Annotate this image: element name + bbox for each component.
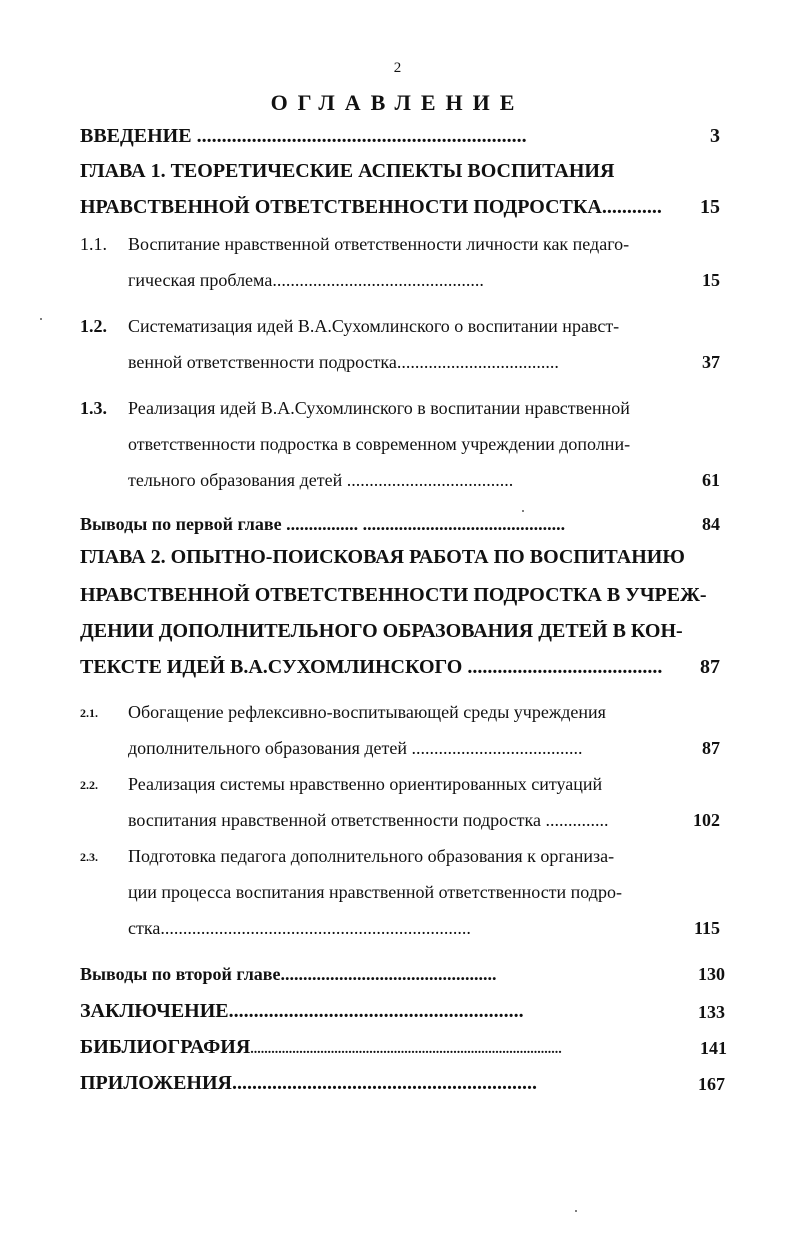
section-2-3-line1[interactable]: Подготовка педагога дополнительного образования к организа- — [128, 846, 615, 866]
toc-page-number: 167 — [698, 1074, 725, 1094]
section-2-1-line1[interactable]: Обогащение рефлексивно-воспитывающей среды учреждения — [128, 702, 606, 722]
toc-leader-dots: ................ ............................................. — [286, 514, 566, 534]
section-number: 1.2. — [80, 316, 107, 336]
section-number: 2.1. — [80, 706, 98, 720]
section-number: 1.1. — [80, 234, 107, 254]
section-1-1-line1[interactable]: Воспитание нравственной ответственности личности как педаго- — [128, 234, 630, 254]
section-1-2-line1[interactable]: Систематизация идей В.А.Сухомлинского о воспитании нравст- — [128, 316, 620, 336]
toc-leader-dots: .................................................................. — [196, 125, 527, 147]
toc-leader-dots: ............................................... — [272, 270, 484, 290]
section-2-1-line2[interactable] — [128, 738, 683, 759]
section-text: гическая проблема — [128, 270, 273, 290]
toc-page-number: 102 — [693, 810, 720, 830]
toc-page-number: 141 — [700, 1038, 727, 1058]
toc-page-number: 84 — [702, 514, 720, 534]
toc-entry-appendices[interactable] — [80, 1072, 692, 1095]
section-number: 1.3. — [80, 398, 107, 418]
toc-page-number: 3 — [710, 125, 720, 147]
toc-leader-dots: ........................................................... — [228, 1000, 524, 1022]
toc-leader-dots: ......................................................................................... — [250, 1042, 562, 1057]
section-text: тельного образования детей — [128, 470, 347, 490]
chapter1-title-line1[interactable]: ГЛАВА 1. ТЕОРЕТИЧЕСКИЕ АСПЕКТЫ ВОСПИТАНИЯ — [80, 160, 615, 182]
chapter2-title-line3[interactable]: ДЕНИИ ДОПОЛНИТЕЛЬНОГО ОБРАЗОВАНИЯ ДЕТЕЙ В КОН- — [80, 620, 683, 642]
scan-speck — [575, 1210, 577, 1212]
section-1-3-line2[interactable]: ответственности подростка в современном учреждении дополни- — [128, 434, 631, 454]
toc-leader-dots: ................................................ — [280, 964, 497, 984]
toc-leader-dots: ............ — [601, 196, 662, 218]
toc-page-number: 15 — [702, 270, 720, 290]
section-text: дополнительного образования детей — [128, 738, 412, 758]
section-2-3-line2[interactable]: ции процесса воспитания нравственной ответственности подро- — [128, 882, 622, 902]
toc-leader-dots: ...................................... — [411, 738, 583, 758]
section-2-2-line1[interactable]: Реализация системы нравственно ориентированных ситуаций — [128, 774, 603, 794]
scan-speck — [40, 318, 42, 320]
toc-label: БИБЛИОГРАФИЯ — [80, 1036, 251, 1058]
toc-leader-dots: ....................................... — [467, 656, 663, 678]
chapter2-title-text: ТЕКСТЕ ИДЕЙ В.А.СУХОМЛИНСКОГО — [80, 656, 468, 678]
chapter1-title-text: НРАВСТВЕННОЙ ОТВЕТСТВЕННОСТИ ПОДРОСТКА — [80, 196, 602, 218]
section-1-3-line3[interactable] — [128, 470, 603, 491]
section-text: стка — [128, 918, 161, 938]
section-1-1-line2[interactable] — [128, 270, 598, 291]
section-text: воспитания нравственной ответственности подростка — [128, 810, 546, 830]
toc-label: ВВЕДЕНИЕ — [80, 125, 197, 147]
chapter2-title-line4[interactable] — [80, 656, 690, 679]
toc-label: Выводы по первой главе — [80, 514, 287, 534]
section-text: венной ответственности подростка — [128, 352, 397, 372]
toc-label: ЗАКЛЮЧЕНИЕ — [80, 1000, 229, 1022]
section-number: 2.3. — [80, 850, 98, 864]
toc-leader-dots: .................................... — [396, 352, 559, 372]
toc-label: Выводы по второй главе — [80, 964, 281, 984]
toc-entry-conclusion[interactable] — [80, 1000, 692, 1023]
page-title: ОГЛАВЛЕНИЕ — [270, 90, 525, 115]
toc-page-number: 61 — [702, 470, 720, 490]
chapter2-title-line2[interactable]: НРАВСТВЕННОЙ ОТВЕТСТВЕННОСТИ ПОДРОСТКА В УЧРЕЖ- — [80, 584, 707, 606]
section-1-2-line2[interactable] — [128, 352, 613, 373]
section-1-3-line1[interactable]: Реализация идей В.А.Сухомлинского в воспитании нравственной — [128, 398, 630, 418]
scan-speck — [522, 510, 524, 512]
toc-leader-dots: ..................................................................... — [160, 918, 471, 938]
chapter2-title-line1[interactable]: ГЛАВА 2. ОПЫТНО-ПОИСКОВАЯ РАБОТА ПО ВОСПИТАНИЮ — [80, 546, 685, 568]
chapter1-title-line2[interactable] — [80, 196, 690, 219]
toc-page-number: 130 — [698, 964, 725, 984]
toc-entry-bibliography[interactable] — [80, 1036, 692, 1059]
toc-leader-dots: ..................................... — [346, 470, 514, 490]
section-number: 2.2. — [80, 778, 98, 792]
toc-page-number: 133 — [698, 1002, 725, 1022]
toc-page-number: 15 — [700, 196, 720, 218]
toc-page-number: 87 — [700, 656, 720, 678]
toc-page-number: 87 — [702, 738, 720, 758]
toc-page-number: 115 — [693, 918, 720, 938]
section-2-2-line2[interactable] — [128, 810, 683, 831]
toc-leader-dots: .............. — [545, 810, 609, 830]
section-2-3-line3[interactable] — [128, 918, 613, 939]
toc-page-number: 37 — [702, 352, 720, 372]
toc-leader-dots: ............................................................. — [231, 1072, 537, 1094]
toc-entry-chapter2-conclusions[interactable] — [80, 964, 692, 985]
page-number: 2 — [393, 60, 402, 76]
toc-entry-introduction[interactable] — [80, 125, 700, 148]
toc-label: ПРИЛОЖЕНИЯ — [80, 1072, 232, 1094]
toc-entry-chapter1-conclusions[interactable] — [80, 514, 688, 535]
